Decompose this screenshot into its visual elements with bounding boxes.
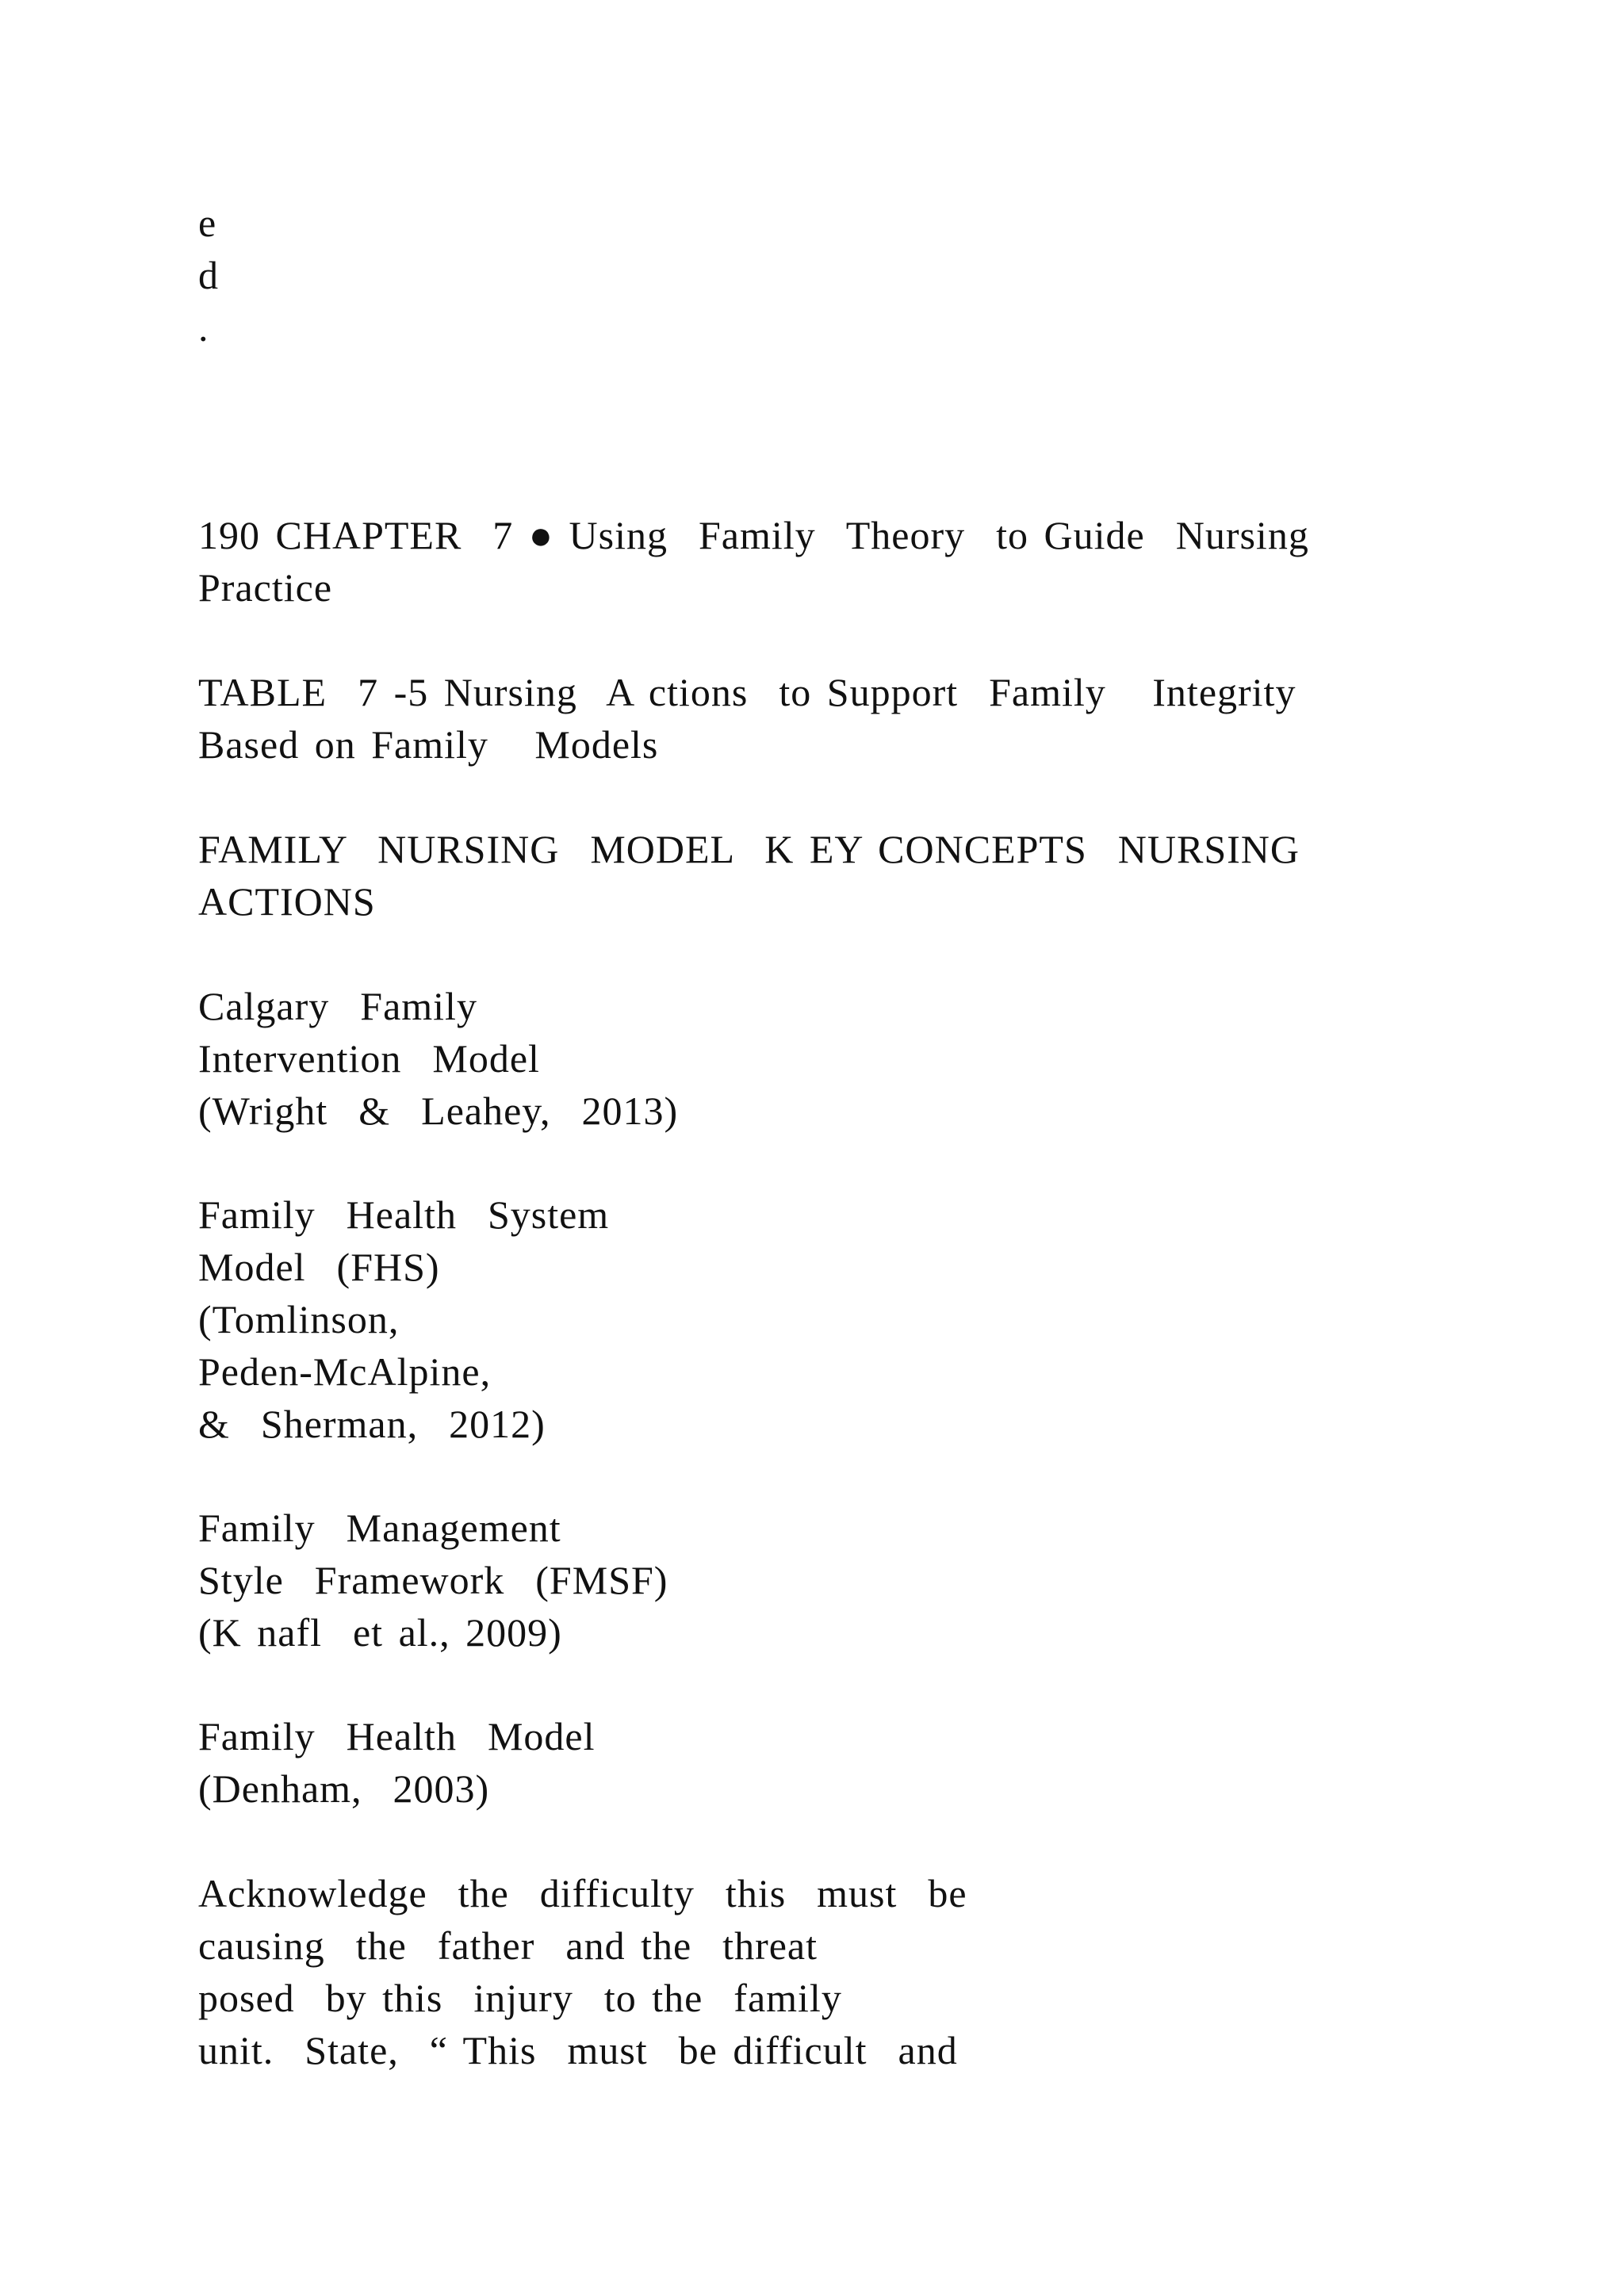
- table-title: [198, 666, 1546, 771]
- model-family-health: [198, 1710, 1546, 1815]
- page-header: [198, 509, 1546, 614]
- page-header-line: Practice: [198, 565, 333, 610]
- model-line: Calgary Family: [198, 984, 477, 1028]
- column-header-line: FAMILY NURSING MODEL K EY CONCEPTS NURSING: [198, 827, 1300, 871]
- fragment-line: d: [198, 253, 219, 297]
- model-line: (Denham, 2003): [198, 1766, 490, 1811]
- page-header-line: 190 CHAPTER 7 ● Using Family Theory to Guide Nursing: [198, 513, 1309, 557]
- model-line: Family Management: [198, 1506, 561, 1550]
- model-fmsf: [198, 1502, 1546, 1659]
- column-header-line: ACTIONS: [198, 879, 376, 924]
- model-line: & Sherman, 2012): [198, 1402, 546, 1446]
- nursing-action-text: [198, 1867, 1546, 2076]
- model-line: Style Framework (FMSF): [198, 1558, 668, 1602]
- table-title-line: Based on Family Models: [198, 722, 659, 767]
- table-column-headers: [198, 823, 1546, 928]
- model-line: Intervention Model: [198, 1036, 540, 1081]
- table-title-line: TABLE 7 -5 Nursing A ctions to Support Family Integrity: [198, 670, 1297, 714]
- model-family-health-system: [198, 1188, 1546, 1450]
- model-line: Family Health System: [198, 1192, 610, 1237]
- model-line: (Tomlinson,: [198, 1297, 400, 1341]
- model-line: Peden-McAlpine,: [198, 1349, 492, 1394]
- model-line: (Wright & Leahey, 2013): [198, 1089, 679, 1133]
- fragment-line: .: [198, 305, 209, 350]
- fragment-line: e: [198, 201, 217, 245]
- model-line: Family Health Model: [198, 1714, 596, 1758]
- model-line: Model (FHS): [198, 1245, 440, 1289]
- page-fragment: [198, 197, 1546, 354]
- action-line: Acknowledge the difficulty this must be: [198, 1871, 967, 1915]
- action-line: unit. State, “ This must be difficult and: [198, 2028, 958, 2072]
- action-line: causing the father and the threat: [198, 1923, 818, 1968]
- action-line: posed by this injury to the family: [198, 1976, 842, 2020]
- model-line: (K nafl et al., 2009): [198, 1610, 562, 1655]
- model-calgary: [198, 980, 1546, 1137]
